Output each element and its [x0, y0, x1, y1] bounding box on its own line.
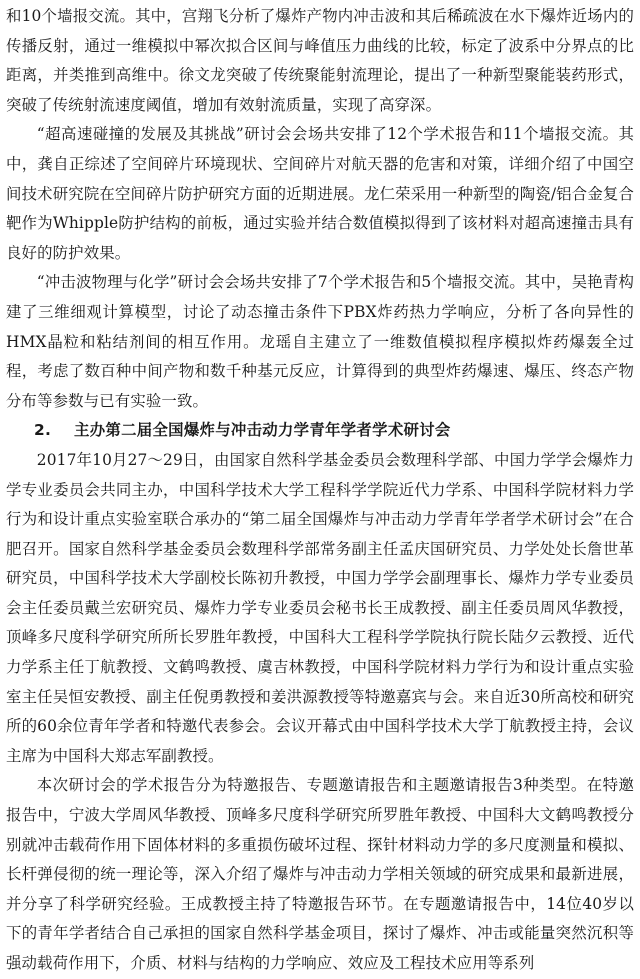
- paragraph-hypervelocity-impact: “超高速碰撞的发展及其挑战”研讨会会场共安排了12个学术报告和11个墙报交流。其中，龚自正综述了空间碎片环境现状、空间碎片对航天器的危害和对策，详细介绍了中国空间技术研究院在空间碎片防护研究方面的近期进展。龙仁荣采用一种新型的陶瓷/铝合金复合靶作为Whipple防护结构的前板，通过实验并结合数值模拟得到了该材料对超高速撞击具有良好的防护效果。: [6, 125, 634, 262]
- paragraph-academic-reports: 本次研讨会的学术报告分为特邀报告、专题邀请报告和主题邀请报告3种类型。在特邀报告中，宁波大学周风华教授、顶峰多尺度科学研究所罗胜年教授、中国科大文鹤鸣教授分别就冲击载荷作用下固体材料的多重损伤破坏过程、探针材料动力学的多尺度测量和模拟、长杆弹侵彻的统一理论等，深入介绍了爆炸与冲击动力学相关领域的研究成果和最新进展，并分享了科学研究经验。王成教授主持了特邀报告环节。在专题邀请报告中，14位40岁以下的青年学者结合自己承担的国家自然科学基金项目，探讨了爆炸、冲击或能量突然沉积等强动载荷作用下，介质、材料与结构的力学响应、效应及工程技术应用等系列: [6, 776, 634, 972]
- section-title: 主办第二届全国爆炸与冲击动力学青年学者学术研讨会: [74, 421, 451, 440]
- paragraph-shock-wave-physics: “冲击波物理与化学”研讨会会场共安排了7个学术报告和5个墙报交流。其中，吴艳青构建了三维细观计算模型，讨论了动态撞击条件下PBX炸药热力学响应，分析了各向异性的HMX晶粒和粘结剂间的相互作用。龙瑶自主建立了一维数值模拟程序模拟炸药爆轰全过程，考虑了数百种中间产物和数千种基元反应，计算得到的典型炸药爆速、爆压、终态产物分布等参数与已有实验一致。: [6, 273, 634, 410]
- section-number: 2.: [34, 421, 52, 440]
- paragraph-symposium-overview: 2017年10月27～29日，由国家自然科学基金委员会数理科学部、中国力学学会爆炸力学专业委员会共同主办，中国科学技术大学工程科学学院近代力学系、中国科学院材料力学行为和设计重点实验室联合承办的“第二届全国爆炸与冲击动力学青年学者学术研讨会”在合肥召开。国家自然科学基金委员会数理科学部常务副主任孟庆国研究员、力学处处长詹世革研究员，中国科学技术大学副校长陈初升教授，中国力学学会副理事长、爆炸力学专业委员会主任委员戴兰宏研究员、爆炸力学专业委员会秘书长王成教授、副主任委员周风华教授，顶峰多尺度科学研究所所长罗胜年教授，中国科大工程科学学院执行院长陆夕云教授、近代力学系主任丁航教授、文鹤鸣教授、虞吉林教授，中国科学院材料力学行为和设计重点实验室主任吴恒安教授、副主任倪勇教授和姜洪源教授等特邀嘉宾与会。来自近30所高校和研究所的60余位青年学者和特邀代表参会。会议开幕式由中国科学技术大学丁航教授主持，会议主席为中国科大郑志军副教授。: [6, 450, 634, 765]
- section-heading: [6, 416, 634, 446]
- paragraph-underwater-explosion: 和10个墙报交流。其中，宫翔飞分析了爆炸产物内冲击波和其后稀疏波在水下爆炸近场内的传播反射，通过一维模拟中幂次拟合区间与峰值压力曲线的比较，标定了波系中分界点的比距离，并类推到高维中。徐文龙突破了传统聚能射流理论，提出了一种新型聚能装药形式，突破了传统射流速度阈值，增加有效射流质量，实现了高穿深。: [6, 7, 634, 114]
